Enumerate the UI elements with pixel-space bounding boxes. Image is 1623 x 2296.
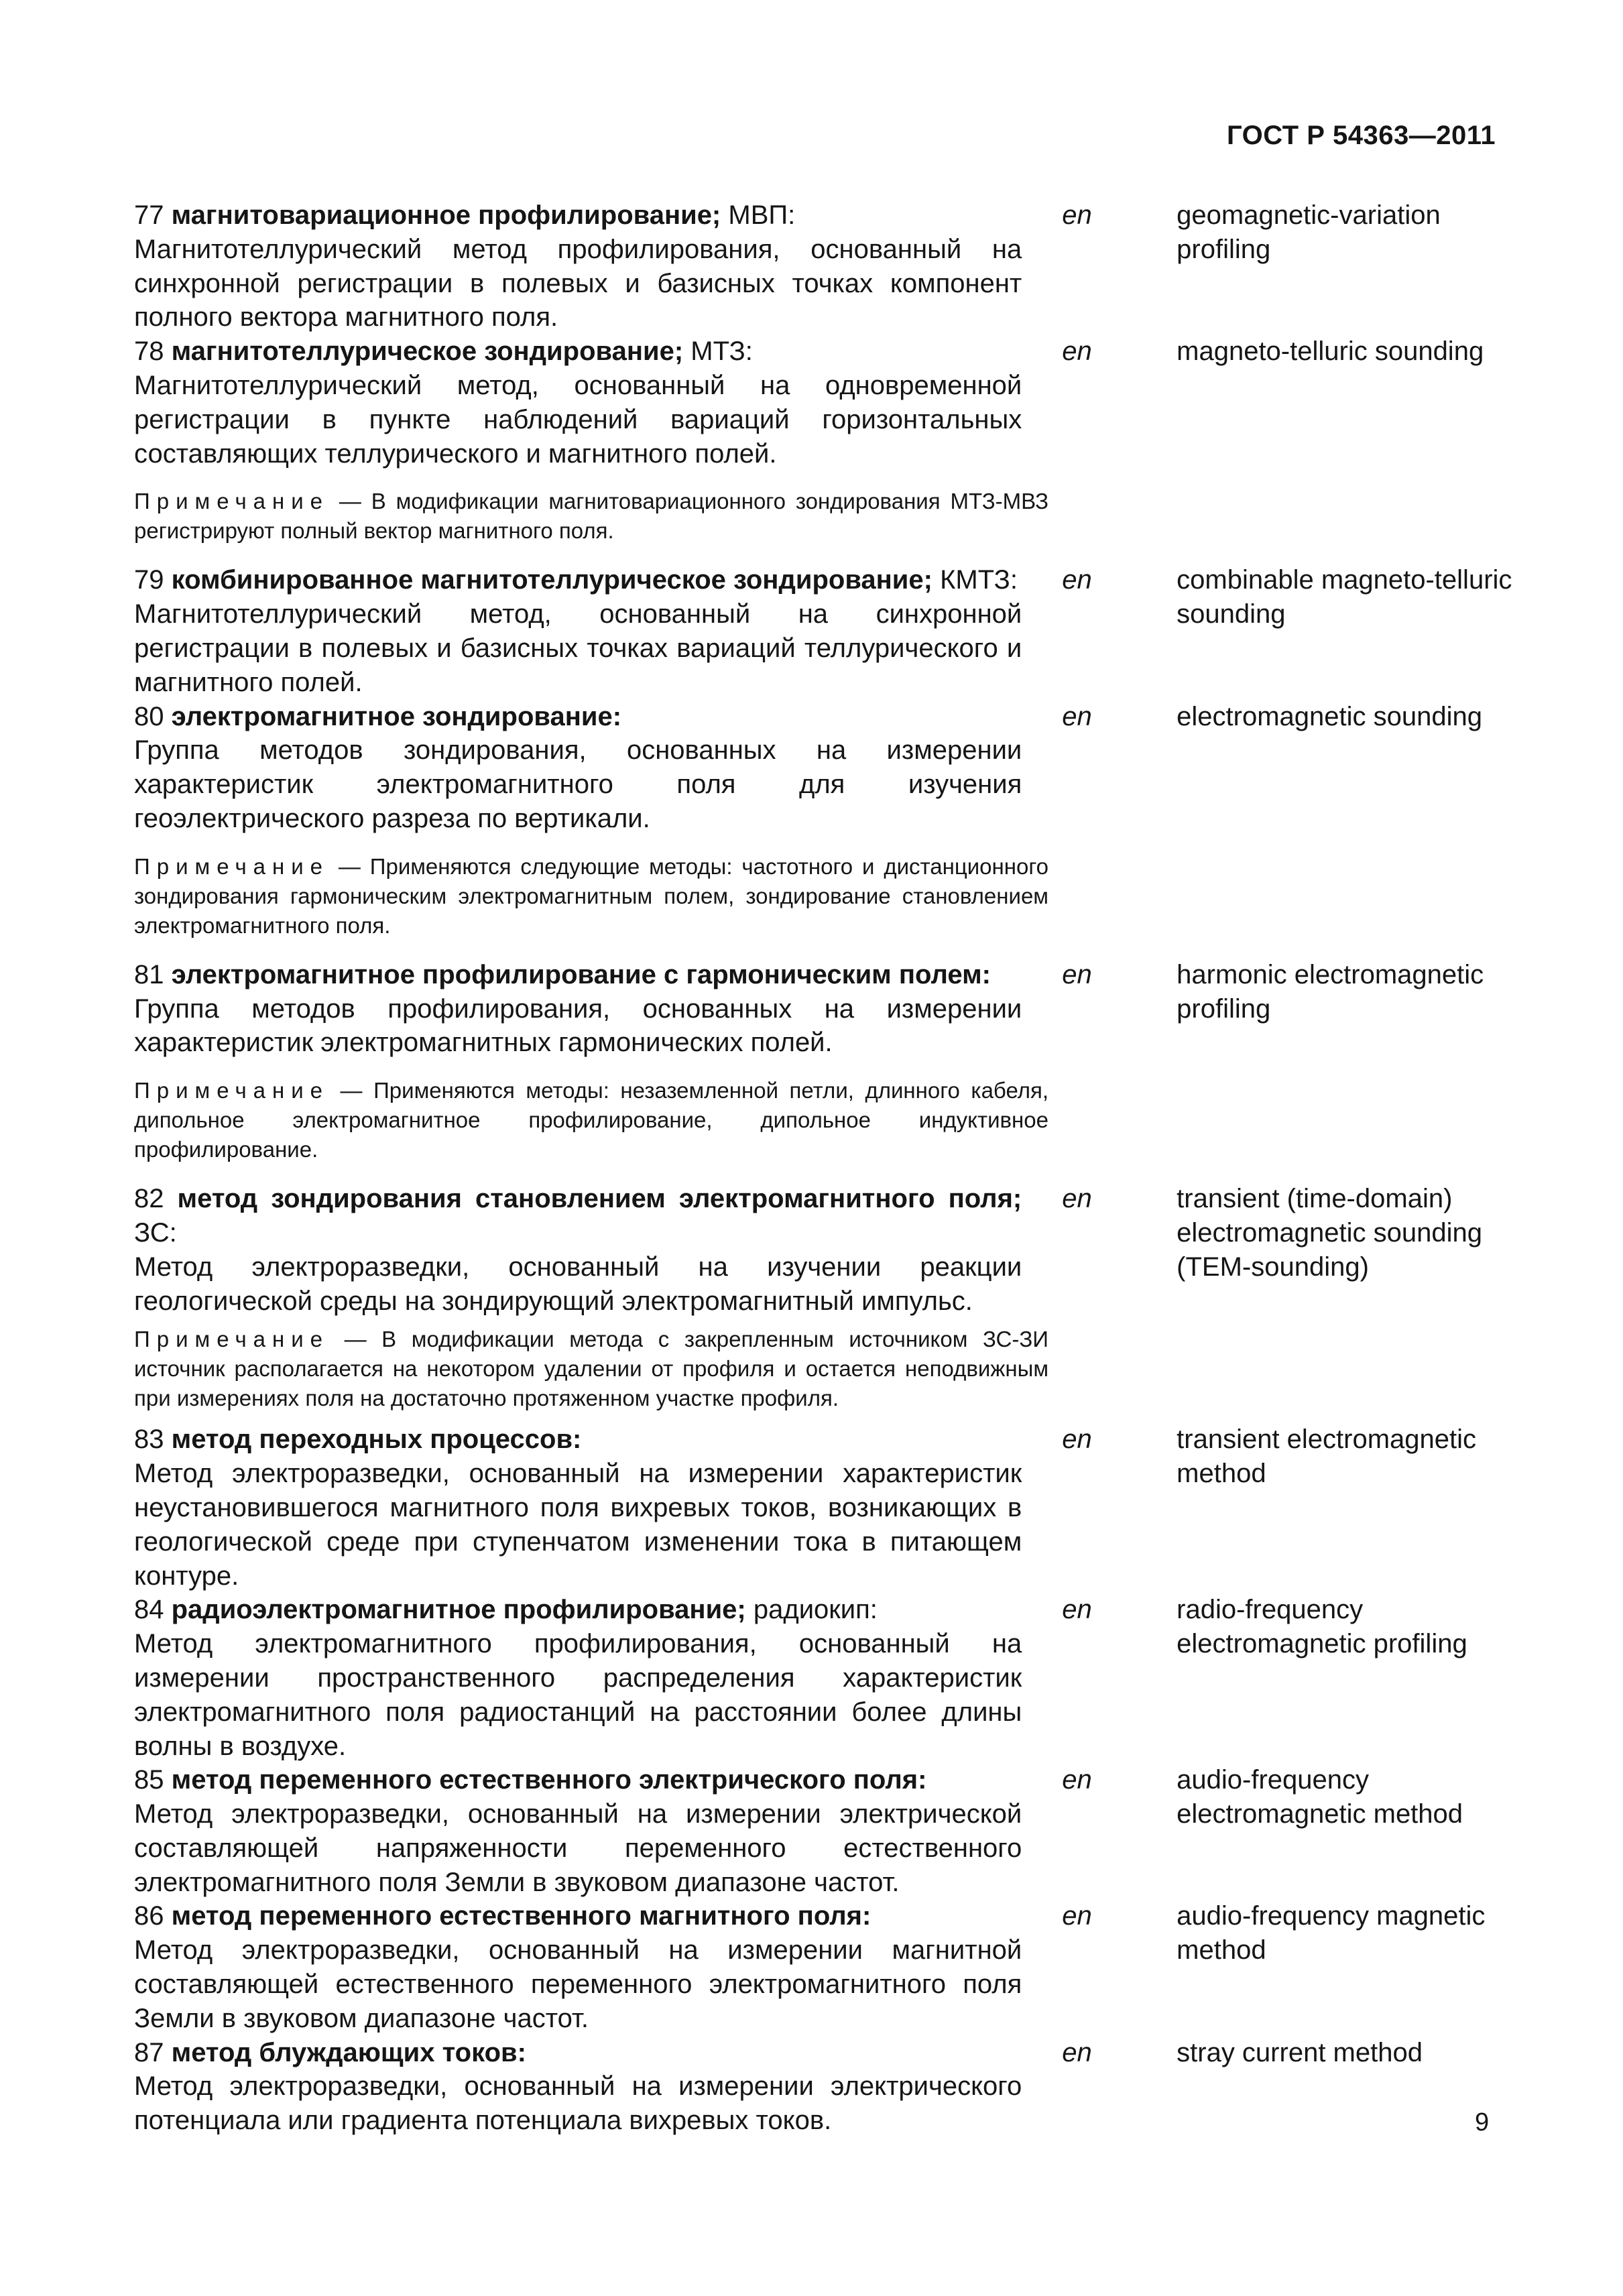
language-code: en: [1062, 1184, 1092, 1214]
term-name: комбинированное магнитотеллурическое зондирование;: [171, 565, 933, 595]
language-code: en: [1062, 1595, 1092, 1625]
term-ru: [134, 335, 1022, 471]
terms-list: [134, 198, 1515, 2138]
term-entry-87: [134, 2036, 1515, 2138]
term-definition: Метод электроразведки, основанный на изучении реакции геологической среды на зондирующий электромагнитный импульс.: [134, 1252, 1022, 1316]
term-definition: Группа методов зондирования, основанных на измерении характеристик электромагнитного поля для изучения геоэлектрического разреза по вертикали.: [134, 735, 1022, 833]
term-ru: [134, 2036, 1022, 2138]
note-label: Примечание: [134, 1078, 330, 1103]
term-name: метод переходных процессов:: [171, 1425, 582, 1455]
term-definition: Метод электроразведки, основанный на измерении характеристик неустановившегося магнитного поля вихревых токов, возникающих в геологической среде при ступенчатом изменении тока в питающем контуре.: [134, 1459, 1022, 1591]
language-code: en: [1062, 2037, 1092, 2067]
language-code: en: [1062, 1901, 1092, 1931]
term-number: 85: [134, 1765, 164, 1795]
term-definition: Метод электроразведки, основанный на измерении электрического потенциала или градиента потенциала вихревых токов.: [134, 2071, 1022, 2136]
term-ru: [134, 958, 1022, 1060]
term-number: 81: [134, 959, 164, 989]
term-name: электромагнитное зондирование:: [171, 701, 622, 731]
note-text: — Применяются методы: незаземленной петли, длинного кабеля, дипольное электромагнитное профилирование, дипольное индуктивное профилирование.: [134, 1078, 1048, 1162]
term-entry-84: [134, 1593, 1515, 1763]
term-note: [134, 1076, 1048, 1164]
term-number: 87: [134, 2037, 164, 2067]
note-label: Примечание: [134, 1327, 330, 1352]
language-code: en: [1062, 337, 1092, 367]
note-text: — В модификации магнитовариационного зондирования МТЗ-МВЗ регистрируют полный вектор магнитного поля.: [134, 489, 1048, 544]
term-note: [134, 487, 1048, 546]
term-definition: Магнитотеллурический метод профилирования, основанный на синхронной регистрации в полевых и базисных точках компонент полного вектора магнитного поля.: [134, 234, 1022, 333]
term-ru: [134, 1593, 1022, 1763]
note-text: — В модификации метода с закрепленным источником ЗС-ЗИ источник располагается на некотором удалении от профиля и остается неподвижным при измерениях поля на достаточно протяженном участке профиля.: [134, 1327, 1048, 1411]
term-entry-82: [134, 1182, 1515, 1318]
term-en: harmonic electromagnetic profiling: [1177, 959, 1484, 1024]
term-number: 83: [134, 1425, 164, 1455]
term-name: метод переменного естественного магнитного поля:: [171, 1901, 871, 1931]
term-number: 77: [134, 200, 164, 230]
term-entry-81: [134, 958, 1515, 1060]
term-ru: [134, 1899, 1022, 2035]
term-definition: Магнитотеллурический метод, основанный на синхронной регистрации в полевых и базисных точках вариаций теллурического и магнитного полей.: [134, 599, 1022, 697]
term-en: transient electromagnetic method: [1177, 1425, 1477, 1489]
term-definition: Метод электромагнитного профилирования, основанный на измерении пространственного распределения характеристик электромагнитного поля радиостанций на расстоянии более длины волны в воздухе.: [134, 1629, 1022, 1761]
term-name: электромагнитное профилирование с гармоническим полем:: [171, 959, 991, 989]
language-code: en: [1062, 959, 1092, 989]
term-name: магнитотеллурическое зондирование;: [171, 337, 684, 367]
term-name: магнитовариационное профилирование;: [171, 200, 721, 230]
term-ru: [134, 198, 1022, 335]
term-definition: Магнитотеллурический метод, основанный на одновременной регистрации в пункте наблюдений вариаций горизонтальных составляющих теллурического и магнитного полей.: [134, 370, 1022, 469]
term-definition: Группа методов профилирования, основанных на измерении характеристик электромагнитных гармонических полей.: [134, 993, 1022, 1058]
term-ru: [134, 700, 1022, 836]
term-abbreviation: КМТЗ:: [940, 565, 1018, 595]
term-abbreviation: радиокип:: [753, 1595, 878, 1625]
term-ru: [134, 1423, 1022, 1593]
term-number: 80: [134, 701, 164, 731]
term-number: 78: [134, 337, 164, 367]
note-label: Примечание: [134, 489, 330, 514]
term-name: радиоэлектромагнитное профилирование;: [171, 1595, 746, 1625]
term-number: 86: [134, 1901, 164, 1931]
term-name: метод блуждающих токов:: [171, 2037, 526, 2067]
term-entry-79: [134, 563, 1515, 699]
language-code: en: [1062, 1765, 1092, 1795]
term-name: метод переменного естественного электрического поля:: [171, 1765, 927, 1795]
term-entry-86: [134, 1899, 1515, 2035]
term-en: audio-frequency magnetic method: [1177, 1901, 1486, 1966]
note-text: — Применяются следующие методы: частотного и дистанционного зондирования гармоническим электромагнитным полем, зондирование становлением электромагнитного поля.: [134, 853, 1048, 938]
term-number: 79: [134, 565, 164, 595]
term-entry-83: [134, 1423, 1515, 1593]
language-code: en: [1062, 200, 1092, 230]
page-number: 9: [1475, 2108, 1490, 2136]
term-abbreviation: МВП:: [728, 200, 796, 230]
term-en: transient (time-domain) electromagnetic sounding (TEM-sounding): [1177, 1184, 1482, 1282]
term-entry-80: [134, 700, 1515, 836]
term-abbreviation: МТЗ:: [690, 337, 753, 367]
term-ru: [134, 1763, 1022, 1899]
note-label: Примечание: [134, 853, 330, 879]
term-note: [134, 1325, 1048, 1413]
standard-number: ГОСТ Р 54363—2011: [1227, 121, 1496, 150]
term-en: radio-frequency electromagnetic profiling: [1177, 1595, 1467, 1659]
term-en: audio-frequency electromagnetic method: [1177, 1765, 1463, 1829]
term-definition: Метод электроразведки, основанный на измерении электрической составляющей напряженности переменного естественного электромагнитного поля Земли в звуковом диапазоне частот.: [134, 1799, 1022, 1897]
term-note: [134, 852, 1048, 941]
term-definition: Метод электроразведки, основанный на измерении магнитной составляющей естественного переменного электромагнитного поля Земли в звуковом диапазоне частот.: [134, 1935, 1022, 2033]
term-entry-85: [134, 1763, 1515, 1899]
language-code: en: [1062, 565, 1092, 595]
term-en: electromagnetic sounding: [1177, 701, 1482, 731]
language-code: en: [1062, 1425, 1092, 1455]
term-en: geomagnetic-variation profiling: [1177, 200, 1441, 264]
term-ru: [134, 563, 1022, 699]
term-en: magneto-telluric sounding: [1177, 337, 1484, 367]
term-en: combinable magneto-telluric sounding: [1177, 565, 1512, 629]
language-code: en: [1062, 701, 1092, 731]
term-ru: [134, 1182, 1022, 1318]
term-number: 82: [134, 1184, 164, 1214]
term-abbreviation: ЗС:: [134, 1217, 177, 1248]
term-en: stray current method: [1177, 2037, 1423, 2067]
term-entry-77: [134, 198, 1515, 335]
term-number: 84: [134, 1595, 164, 1625]
term-entry-78: [134, 335, 1515, 471]
term-name: метод зондирования становлением электромагнитного поля;: [177, 1184, 1022, 1214]
